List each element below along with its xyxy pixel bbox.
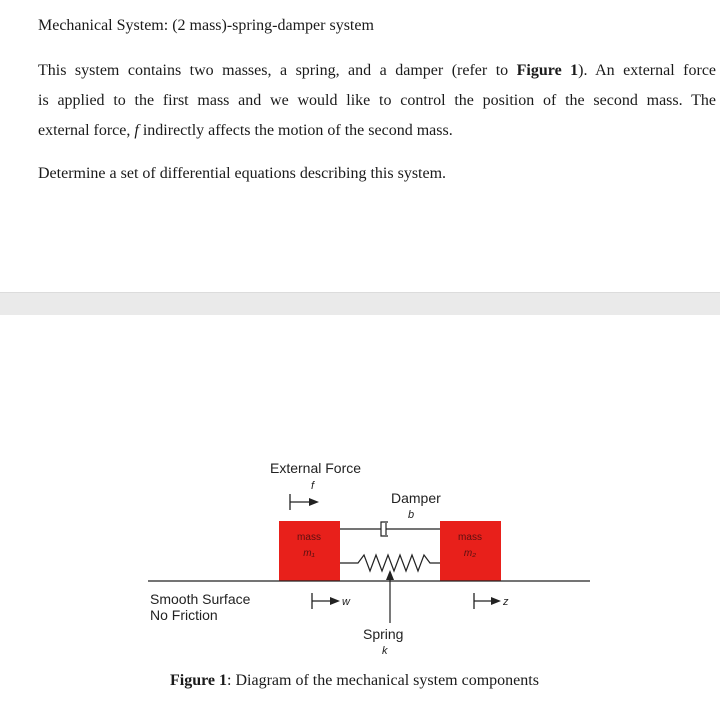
section-divider — [0, 292, 720, 315]
z-symbol: z — [503, 596, 509, 608]
mass-spring-damper-diagram — [0, 315, 720, 670]
damper-label: Damper — [391, 490, 441, 506]
force-arrow-icon — [290, 494, 319, 510]
mass-1-symbol: m₁ — [303, 548, 315, 559]
z-displacement-arrow-icon — [474, 593, 501, 609]
mass-2-symbol: m₂ — [463, 548, 477, 559]
mass-1-label: mass — [297, 532, 321, 543]
surface-label: Smooth Surface — [150, 591, 251, 607]
problem-paragraph — [38, 56, 716, 146]
page-title: Mechanical System: (2 mass)-spring-damper system — [38, 17, 374, 34]
external-force-label: External Force — [270, 460, 362, 476]
damper-symbol: b — [408, 509, 415, 521]
force-symbol: f — [311, 480, 315, 492]
force-variable: f — [134, 122, 139, 139]
caption-figure-reference: Figure 1 — [170, 672, 228, 689]
spring-pointer-arrow-icon — [386, 570, 394, 623]
paragraph-line-3: external force, f indirectly affects the motion of the second mass. — [38, 122, 453, 139]
w-symbol: w — [342, 596, 350, 608]
friction-label: No Friction — [150, 607, 218, 623]
paragraph-line-1: This system contains two masses, a spring, and a damper (refer to Figure 1). An external force — [38, 62, 717, 79]
caption-text: : Diagram of the mechanical system components — [227, 672, 539, 689]
spring-icon — [340, 555, 440, 571]
figure-reference: Figure 1 — [516, 62, 579, 79]
w-displacement-arrow-icon — [312, 593, 340, 609]
spring-label: Spring — [363, 626, 404, 642]
task-paragraph: Determine a set of differential equations describing this system. — [38, 165, 447, 182]
mass-2-label: mass — [458, 532, 482, 543]
damper-icon — [340, 522, 440, 536]
figure-caption — [170, 672, 539, 690]
spring-symbol: k — [382, 645, 388, 657]
paragraph-line-2: is applied to the first mass and we would like to control the position of the second mass. The — [38, 92, 716, 109]
problem-text-panel — [0, 0, 720, 292]
